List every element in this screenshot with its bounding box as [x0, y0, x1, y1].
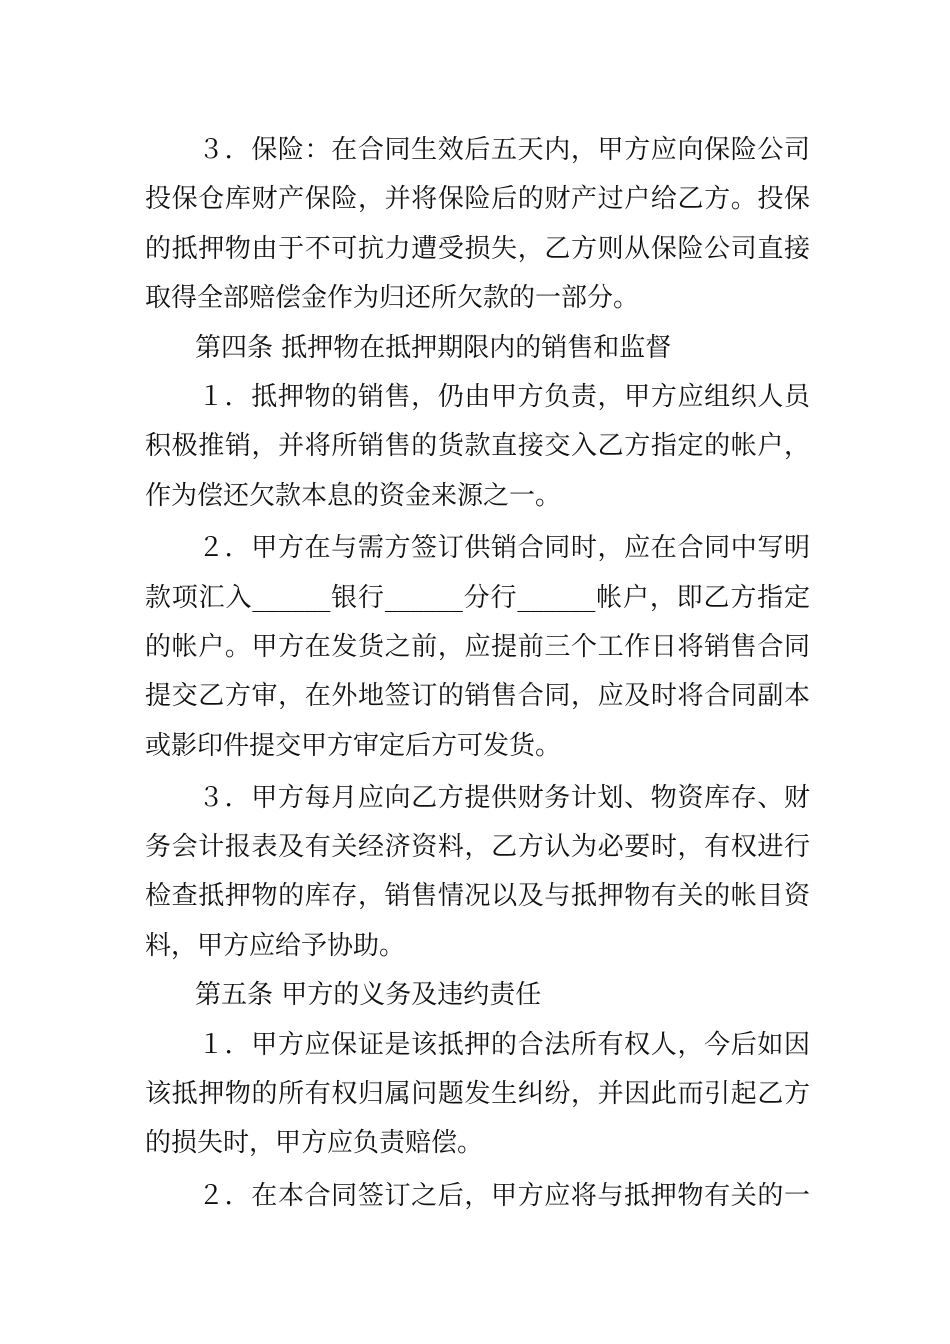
- clause-3-insurance-line-2: 投保仓库财产保险，并将保险后的财产过户给乙方。投保: [145, 184, 810, 214]
- article-4-heading: 第四条 抵押物在抵押期限内的销售和监督: [195, 333, 672, 363]
- article-4-item-3-line-2: 务会计报表及有关经济资料，乙方认为必要时，有权进行: [145, 832, 810, 862]
- article-4-item-2-line-1: ２．甲方在与需方签订供销合同时，应在合同中写明: [198, 533, 810, 563]
- article-4-item-1-line-1: １．抵押物的销售，仍由甲方负责，甲方应组织人员: [198, 382, 810, 412]
- article-5-item-1-line-1: １．甲方应保证是该抵押的合法所有权人，今后如因: [198, 1030, 810, 1060]
- article-5-item-1-line-2: 该抵押物的所有权归属问题发生纠纷，并因此而引起乙方: [145, 1079, 810, 1109]
- article-4-item-1-line-3: 作为偿还欠款本息的资金来源之一。: [145, 481, 562, 511]
- article-5-heading: 第五条 甲方的义务及违约责任: [195, 980, 542, 1010]
- article-4-item-3-line-1: ３．甲方每月应向乙方提供财务计划、物资库存、财: [198, 783, 810, 813]
- article-4-item-3-line-4: 料，甲方应给予协助。: [145, 931, 406, 961]
- article-5-item-2-line-1: ２．在本合同签订之后，甲方应将与抵押物有关的一: [198, 1181, 810, 1211]
- article-4-item-2-line-5: 或影印件提交甲方审定后方可发货。: [145, 731, 562, 761]
- article-4-item-2-line-4: 提交乙方审，在外地签订的销售合同，应及时将合同副本: [145, 681, 810, 711]
- article-4-item-3-line-3: 检查抵押物的库存，销售情况以及与抵押物有关的帐目资: [145, 881, 810, 911]
- article-4-item-1-line-2: 积极推销，并将所销售的货款直接交入乙方指定的帐户，: [145, 431, 810, 461]
- article-4-item-2-line-3: 的帐户。甲方在发货之前，应提前三个工作日将销售合同: [145, 632, 810, 662]
- article-5-item-1-line-3: 的损失时，甲方应负责赔偿。: [145, 1128, 484, 1158]
- clause-3-insurance-line-3: 的抵押物由于不可抗力遭受损失，乙方则从保险公司直接: [145, 234, 810, 264]
- clause-3-insurance-line-4: 取得全部赔偿金作为归还所欠款的一部分。: [145, 283, 640, 313]
- article-4-item-2-line-2: 款项汇入______银行______分行______帐户，即乙方指定: [145, 583, 810, 613]
- clause-3-insurance-line-1: ３．保险：在合同生效后五天内，甲方应向保险公司: [198, 135, 810, 165]
